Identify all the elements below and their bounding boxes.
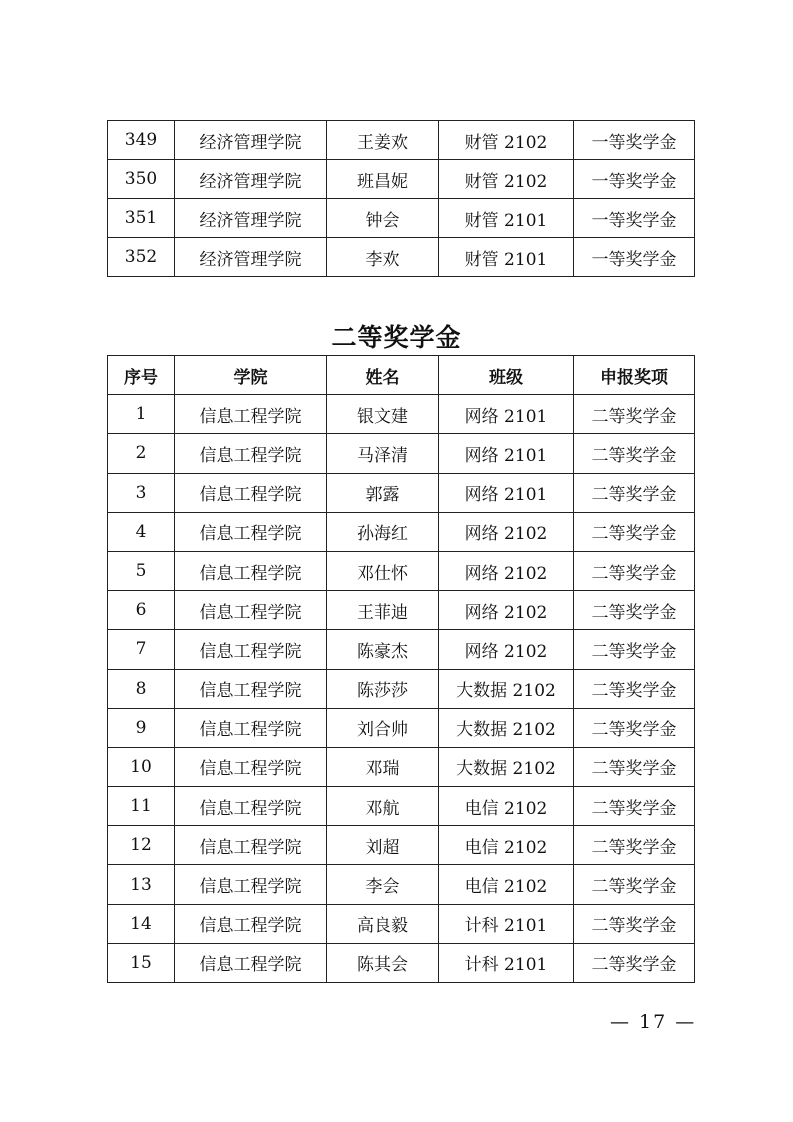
section-title: 二等奖学金 [331, 323, 462, 352]
header-college: 学院 [175, 356, 327, 395]
cell-name: 邓航 [327, 787, 439, 826]
cell-no: 15 [108, 943, 175, 982]
cell-college: 信息工程学院 [175, 551, 327, 590]
table-row [108, 473, 695, 512]
cell-name: 陈莎莎 [327, 669, 439, 708]
cell-class: 电信 2102 [439, 865, 574, 904]
cell-award: 二等奖学金 [574, 551, 695, 590]
cell-college: 信息工程学院 [175, 630, 327, 669]
cell-award: 一等奖学金 [574, 199, 695, 238]
cell-college: 信息工程学院 [175, 904, 327, 943]
second-prize-table [107, 355, 695, 983]
cell-class: 大数据 2102 [439, 669, 574, 708]
cell-college: 信息工程学院 [175, 943, 327, 982]
cell-award: 二等奖学金 [574, 787, 695, 826]
cell-class: 大数据 2102 [439, 747, 574, 786]
cell-no: 8 [108, 669, 175, 708]
table-row [108, 238, 695, 277]
cell-college: 信息工程学院 [175, 865, 327, 904]
cell-class: 财管 2101 [439, 238, 574, 277]
cell-name: 刘超 [327, 826, 439, 865]
cell-college: 经济管理学院 [175, 199, 327, 238]
cell-award: 二等奖学金 [574, 865, 695, 904]
table-row [108, 512, 695, 551]
cell-college: 信息工程学院 [175, 826, 327, 865]
cell-no: 11 [108, 787, 175, 826]
header-row [108, 356, 695, 395]
cell-award: 二等奖学金 [574, 708, 695, 747]
cell-award: 二等奖学金 [574, 395, 695, 434]
page-number: — 17 — [610, 1011, 697, 1033]
cell-award: 二等奖学金 [574, 591, 695, 630]
table-row [108, 395, 695, 434]
cell-award: 一等奖学金 [574, 121, 695, 160]
cell-class: 网络 2101 [439, 395, 574, 434]
cell-class: 电信 2102 [439, 826, 574, 865]
cell-college: 信息工程学院 [175, 395, 327, 434]
cell-no: 13 [108, 865, 175, 904]
header-no: 序号 [108, 356, 175, 395]
table-row [108, 747, 695, 786]
table-row [108, 787, 695, 826]
cell-award: 一等奖学金 [574, 238, 695, 277]
cell-college: 信息工程学院 [175, 747, 327, 786]
table-row [108, 708, 695, 747]
cell-name: 李会 [327, 865, 439, 904]
cell-name: 王菲迪 [327, 591, 439, 630]
cell-award: 一等奖学金 [574, 160, 695, 199]
cell-name: 孙海红 [327, 512, 439, 551]
table-row [108, 943, 695, 982]
cell-award: 二等奖学金 [574, 434, 695, 473]
cell-class: 网络 2102 [439, 591, 574, 630]
table-row [108, 551, 695, 590]
table-row [108, 121, 695, 160]
table-row [108, 904, 695, 943]
cell-class: 财管 2102 [439, 160, 574, 199]
cell-college: 信息工程学院 [175, 787, 327, 826]
header-class: 班级 [439, 356, 574, 395]
cell-college: 信息工程学院 [175, 591, 327, 630]
cell-name: 高良毅 [327, 904, 439, 943]
cell-name: 王姜欢 [327, 121, 439, 160]
cell-college: 信息工程学院 [175, 708, 327, 747]
cell-class: 大数据 2102 [439, 708, 574, 747]
table-row [108, 160, 695, 199]
cell-no: 5 [108, 551, 175, 590]
table-header [108, 356, 695, 395]
cell-no: 350 [108, 160, 175, 199]
cell-college: 经济管理学院 [175, 121, 327, 160]
cell-name: 银文建 [327, 395, 439, 434]
cell-class: 网络 2101 [439, 473, 574, 512]
cell-award: 二等奖学金 [574, 943, 695, 982]
cell-award: 二等奖学金 [574, 669, 695, 708]
cell-award: 二等奖学金 [574, 630, 695, 669]
cell-college: 信息工程学院 [175, 473, 327, 512]
cell-name: 李欢 [327, 238, 439, 277]
cell-no: 10 [108, 747, 175, 786]
cell-class: 财管 2101 [439, 199, 574, 238]
cell-no: 3 [108, 473, 175, 512]
cell-name: 陈豪杰 [327, 630, 439, 669]
cell-class: 计科 2101 [439, 943, 574, 982]
cell-class: 网络 2102 [439, 551, 574, 590]
cell-no: 2 [108, 434, 175, 473]
cell-name: 邓瑞 [327, 747, 439, 786]
cell-college: 信息工程学院 [175, 512, 327, 551]
cell-college: 信息工程学院 [175, 669, 327, 708]
cell-no: 352 [108, 238, 175, 277]
cell-class: 财管 2102 [439, 121, 574, 160]
cell-award: 二等奖学金 [574, 904, 695, 943]
cell-no: 9 [108, 708, 175, 747]
cell-no: 4 [108, 512, 175, 551]
table-row [108, 669, 695, 708]
cell-no: 7 [108, 630, 175, 669]
header-name: 姓名 [327, 356, 439, 395]
cell-award: 二等奖学金 [574, 512, 695, 551]
table-row [108, 826, 695, 865]
first-prize-table-continued [107, 120, 695, 277]
cell-name: 郭露 [327, 473, 439, 512]
cell-class: 电信 2102 [439, 787, 574, 826]
cell-class: 网络 2102 [439, 512, 574, 551]
cell-class: 计科 2101 [439, 904, 574, 943]
cell-class: 网络 2101 [439, 434, 574, 473]
cell-no: 12 [108, 826, 175, 865]
cell-college: 经济管理学院 [175, 160, 327, 199]
cell-no: 6 [108, 591, 175, 630]
table-row [108, 865, 695, 904]
cell-no: 349 [108, 121, 175, 160]
cell-no: 1 [108, 395, 175, 434]
cell-name: 马泽清 [327, 434, 439, 473]
table-row [108, 199, 695, 238]
second-prize-table-body [108, 395, 695, 983]
table-row [108, 630, 695, 669]
table-row [108, 434, 695, 473]
cell-college: 信息工程学院 [175, 434, 327, 473]
cell-name: 邓仕怀 [327, 551, 439, 590]
cell-no: 351 [108, 199, 175, 238]
table-row [108, 591, 695, 630]
cell-college: 经济管理学院 [175, 238, 327, 277]
cell-name: 钟会 [327, 199, 439, 238]
cell-name: 刘合帅 [327, 708, 439, 747]
cell-award: 二等奖学金 [574, 826, 695, 865]
first-prize-table-body [108, 121, 695, 277]
header-award: 申报奖项 [574, 356, 695, 395]
cell-award: 二等奖学金 [574, 473, 695, 512]
cell-no: 14 [108, 904, 175, 943]
cell-class: 网络 2102 [439, 630, 574, 669]
cell-award: 二等奖学金 [574, 747, 695, 786]
cell-name: 班昌妮 [327, 160, 439, 199]
cell-name: 陈其会 [327, 943, 439, 982]
